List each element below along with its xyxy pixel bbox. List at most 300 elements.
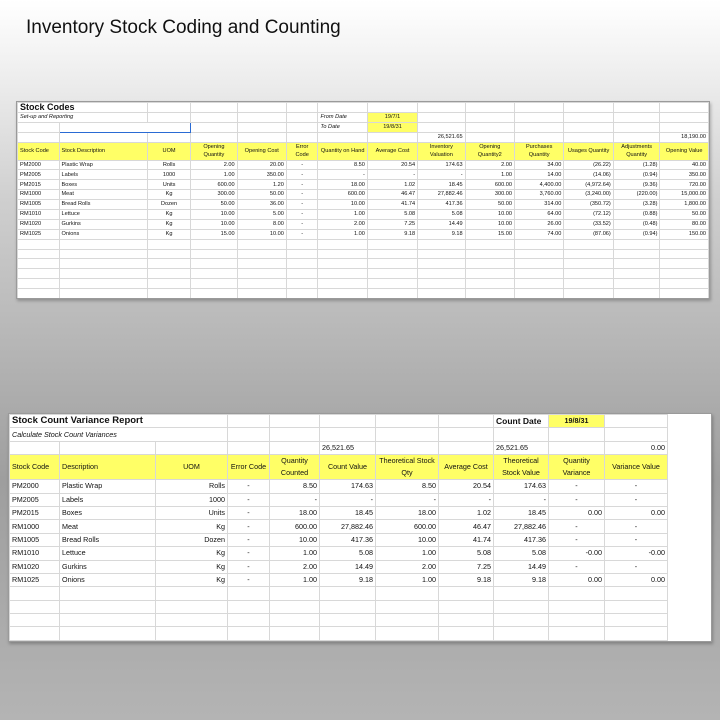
empty-cell[interactable] xyxy=(439,614,494,627)
empty-cell[interactable] xyxy=(376,587,439,600)
table-cell[interactable]: Labels xyxy=(60,493,156,506)
empty-cell[interactable] xyxy=(549,640,605,642)
table-cell[interactable]: Boxes xyxy=(59,180,147,190)
table-cell[interactable]: 8.50 xyxy=(376,480,439,493)
table-cell[interactable]: 41.74 xyxy=(439,533,494,546)
table-cell[interactable]: 74.00 xyxy=(514,229,563,239)
table-cell[interactable]: 20.54 xyxy=(367,160,417,170)
table-cell[interactable]: 0.00 xyxy=(605,573,668,586)
empty-cell[interactable] xyxy=(286,289,318,299)
empty-cell[interactable] xyxy=(465,279,514,289)
empty-cell[interactable] xyxy=(494,640,549,642)
table-cell[interactable]: (33.52) xyxy=(564,219,613,229)
empty-cell[interactable] xyxy=(156,627,228,640)
empty-cell[interactable] xyxy=(156,587,228,600)
empty-cell[interactable] xyxy=(60,587,156,600)
empty-cell[interactable] xyxy=(367,239,417,249)
empty-cell[interactable] xyxy=(191,259,237,269)
table-cell[interactable]: 350.00 xyxy=(237,170,286,180)
table-cell[interactable]: 14.49 xyxy=(494,560,549,573)
table-cell[interactable]: - xyxy=(320,493,376,506)
table-cell[interactable]: 10.00 xyxy=(318,200,367,210)
empty-cell[interactable] xyxy=(228,600,270,613)
empty-cell[interactable] xyxy=(18,249,60,259)
empty-cell[interactable] xyxy=(367,269,417,279)
table-cell[interactable]: 36.00 xyxy=(237,200,286,210)
table-cell[interactable]: 300.00 xyxy=(191,190,237,200)
table-cell[interactable]: 41.74 xyxy=(367,200,417,210)
table-cell[interactable]: 5.08 xyxy=(439,547,494,560)
table-cell[interactable]: RM1005 xyxy=(18,200,60,210)
table-cell[interactable]: 27,882.46 xyxy=(418,190,465,200)
table-cell[interactable]: 8.50 xyxy=(270,480,320,493)
table-cell[interactable]: 64.00 xyxy=(514,210,563,220)
empty-cell[interactable] xyxy=(320,614,376,627)
table-cell[interactable]: 14.49 xyxy=(418,219,465,229)
empty-cell[interactable] xyxy=(59,259,147,269)
table-cell[interactable]: Bread Rolls xyxy=(59,200,147,210)
empty-cell[interactable] xyxy=(18,259,60,269)
empty-cell[interactable] xyxy=(465,259,514,269)
table-cell[interactable]: Gurkins xyxy=(60,560,156,573)
table-cell[interactable]: 1.00 xyxy=(270,547,320,560)
empty-cell[interactable] xyxy=(318,289,367,299)
empty-cell[interactable] xyxy=(60,627,156,640)
table-cell[interactable]: 8.00 xyxy=(237,219,286,229)
table-cell[interactable]: 14.49 xyxy=(320,560,376,573)
table-cell[interactable]: 1.00 xyxy=(318,210,367,220)
table-cell[interactable]: (350.72) xyxy=(564,200,613,210)
from-date-cell[interactable]: 19/7/1 xyxy=(367,112,417,122)
empty-cell[interactable] xyxy=(494,627,549,640)
table-cell[interactable]: 150.00 xyxy=(660,229,709,239)
empty-cell[interactable] xyxy=(286,249,318,259)
table-cell[interactable]: 1.00 xyxy=(376,573,439,586)
empty-cell[interactable] xyxy=(494,600,549,613)
empty-cell[interactable] xyxy=(228,614,270,627)
empty-cell[interactable] xyxy=(59,279,147,289)
empty-cell[interactable] xyxy=(270,640,320,642)
table-cell[interactable]: Rolls xyxy=(156,480,228,493)
empty-cell[interactable] xyxy=(237,279,286,289)
table-cell[interactable]: 417.36 xyxy=(320,533,376,546)
table-cell[interactable]: RM1005 xyxy=(10,533,60,546)
empty-cell[interactable] xyxy=(660,249,709,259)
table-cell[interactable]: 80.00 xyxy=(660,219,709,229)
empty-cell[interactable] xyxy=(228,627,270,640)
table-cell[interactable]: 1.00 xyxy=(318,229,367,239)
table-cell[interactable]: 8.50 xyxy=(318,160,367,170)
empty-cell[interactable] xyxy=(418,289,465,299)
empty-cell[interactable] xyxy=(660,279,709,289)
table-cell[interactable]: 15.00 xyxy=(191,229,237,239)
table-cell[interactable]: 2.00 xyxy=(376,560,439,573)
empty-cell[interactable] xyxy=(10,627,60,640)
empty-cell[interactable] xyxy=(286,239,318,249)
table-cell[interactable]: - xyxy=(318,170,367,180)
table-cell[interactable]: 18.45 xyxy=(418,180,465,190)
table-cell[interactable]: Dozen xyxy=(156,533,228,546)
table-cell[interactable]: 5.08 xyxy=(320,547,376,560)
table-cell[interactable]: Onions xyxy=(59,229,147,239)
empty-cell[interactable] xyxy=(320,587,376,600)
count-date-cell[interactable]: 19/8/31 xyxy=(549,415,605,428)
empty-cell[interactable] xyxy=(376,627,439,640)
table-cell[interactable]: 314.00 xyxy=(514,200,563,210)
table-cell[interactable]: - xyxy=(549,480,605,493)
table-cell[interactable]: (3,240.00) xyxy=(564,190,613,200)
empty-cell[interactable] xyxy=(564,289,613,299)
table-cell[interactable]: 27,882.46 xyxy=(494,520,549,533)
empty-cell[interactable] xyxy=(147,259,190,269)
table-cell[interactable]: 600.00 xyxy=(318,190,367,200)
table-cell[interactable]: 174.63 xyxy=(418,160,465,170)
table-cell[interactable]: - xyxy=(605,480,668,493)
empty-cell[interactable] xyxy=(514,289,563,299)
table-cell[interactable]: 40.00 xyxy=(660,160,709,170)
empty-cell[interactable] xyxy=(270,600,320,613)
table-cell[interactable]: 18.00 xyxy=(318,180,367,190)
empty-cell[interactable] xyxy=(549,587,605,600)
table-cell[interactable]: 20.00 xyxy=(237,160,286,170)
empty-cell[interactable] xyxy=(514,239,563,249)
empty-cell[interactable] xyxy=(191,239,237,249)
empty-cell[interactable] xyxy=(18,289,60,299)
table-cell[interactable]: - xyxy=(367,170,417,180)
table-cell[interactable]: - xyxy=(228,520,270,533)
empty-cell[interactable] xyxy=(564,239,613,249)
empty-cell[interactable] xyxy=(270,587,320,600)
table-cell[interactable]: 1.00 xyxy=(270,573,320,586)
empty-cell[interactable] xyxy=(418,259,465,269)
empty-cell[interactable] xyxy=(660,269,709,279)
table-cell[interactable]: - xyxy=(549,520,605,533)
table-cell[interactable]: 7.25 xyxy=(367,219,417,229)
empty-cell[interactable] xyxy=(367,279,417,289)
table-cell[interactable]: 50.00 xyxy=(660,210,709,220)
table-cell[interactable]: - xyxy=(228,480,270,493)
table-cell[interactable]: PM2000 xyxy=(10,480,60,493)
table-cell[interactable]: 10.00 xyxy=(376,533,439,546)
table-cell[interactable]: RM1020 xyxy=(10,560,60,573)
table-cell[interactable]: Lettuce xyxy=(60,547,156,560)
table-cell[interactable]: 18.00 xyxy=(376,506,439,519)
table-cell[interactable]: (220.00) xyxy=(613,190,660,200)
table-cell[interactable]: 46.47 xyxy=(367,190,417,200)
empty-cell[interactable] xyxy=(564,279,613,289)
table-cell[interactable]: 15,000.00 xyxy=(660,190,709,200)
table-cell[interactable]: Kg xyxy=(156,573,228,586)
table-cell[interactable]: - xyxy=(270,493,320,506)
empty-cell[interactable] xyxy=(613,279,660,289)
table-cell[interactable]: 9.18 xyxy=(320,573,376,586)
empty-cell[interactable] xyxy=(613,259,660,269)
empty-cell[interactable] xyxy=(465,269,514,279)
table-cell[interactable]: (72.12) xyxy=(564,210,613,220)
empty-cell[interactable] xyxy=(376,640,439,642)
table-cell[interactable]: Rolls xyxy=(147,160,190,170)
table-cell[interactable]: Boxes xyxy=(60,506,156,519)
table-cell[interactable]: PM2015 xyxy=(10,506,60,519)
table-cell[interactable]: 10.00 xyxy=(270,533,320,546)
table-cell[interactable]: 26.00 xyxy=(514,219,563,229)
empty-cell[interactable] xyxy=(10,614,60,627)
table-cell[interactable]: - xyxy=(228,533,270,546)
empty-cell[interactable] xyxy=(514,249,563,259)
table-cell[interactable]: 27,882.46 xyxy=(320,520,376,533)
empty-cell[interactable] xyxy=(367,289,417,299)
table-cell[interactable]: (87.06) xyxy=(564,229,613,239)
table-cell[interactable]: -0.00 xyxy=(605,547,668,560)
empty-cell[interactable] xyxy=(320,640,376,642)
empty-cell[interactable] xyxy=(367,249,417,259)
empty-cell[interactable] xyxy=(156,600,228,613)
empty-cell[interactable] xyxy=(605,587,668,600)
table-cell[interactable]: 20.54 xyxy=(439,480,494,493)
to-date-cell[interactable]: 19/8/31 xyxy=(367,122,417,132)
table-cell[interactable]: 9.18 xyxy=(367,229,417,239)
table-cell[interactable]: 5.08 xyxy=(494,547,549,560)
table-cell[interactable]: 1.00 xyxy=(191,170,237,180)
table-cell[interactable]: Kg xyxy=(147,210,190,220)
table-cell[interactable]: 417.36 xyxy=(494,533,549,546)
table-cell[interactable]: 1000 xyxy=(147,170,190,180)
empty-cell[interactable] xyxy=(18,269,60,279)
empty-cell[interactable] xyxy=(228,640,270,642)
empty-cell[interactable] xyxy=(660,259,709,269)
empty-cell[interactable] xyxy=(59,239,147,249)
table-cell[interactable]: 15.00 xyxy=(465,229,514,239)
empty-cell[interactable] xyxy=(605,600,668,613)
empty-cell[interactable] xyxy=(613,269,660,279)
empty-cell[interactable] xyxy=(564,259,613,269)
table-cell[interactable]: - xyxy=(418,170,465,180)
table-cell[interactable]: Bread Rolls xyxy=(60,533,156,546)
table-cell[interactable]: - xyxy=(228,506,270,519)
empty-cell[interactable] xyxy=(59,269,147,279)
table-cell[interactable]: - xyxy=(286,180,318,190)
table-cell[interactable]: Labels xyxy=(59,170,147,180)
empty-cell[interactable] xyxy=(191,279,237,289)
table-cell[interactable]: 0.00 xyxy=(549,506,605,519)
empty-cell[interactable] xyxy=(613,249,660,259)
table-cell[interactable]: Meat xyxy=(59,190,147,200)
empty-cell[interactable] xyxy=(10,587,60,600)
empty-cell[interactable] xyxy=(237,289,286,299)
empty-cell[interactable] xyxy=(286,259,318,269)
table-cell[interactable]: 34.00 xyxy=(514,160,563,170)
table-cell[interactable]: RM1025 xyxy=(18,229,60,239)
empty-cell[interactable] xyxy=(286,269,318,279)
table-cell[interactable]: 14.00 xyxy=(514,170,563,180)
table-cell[interactable]: Kg xyxy=(156,547,228,560)
table-cell[interactable]: PM2015 xyxy=(18,180,60,190)
table-cell[interactable]: - xyxy=(228,560,270,573)
empty-cell[interactable] xyxy=(318,259,367,269)
table-cell[interactable]: Meat xyxy=(60,520,156,533)
table-cell[interactable]: 1.02 xyxy=(367,180,417,190)
empty-cell[interactable] xyxy=(59,289,147,299)
table-cell[interactable]: Plastic Wrap xyxy=(60,480,156,493)
empty-cell[interactable] xyxy=(10,600,60,613)
empty-cell[interactable] xyxy=(549,627,605,640)
table-cell[interactable]: (4,972.64) xyxy=(564,180,613,190)
table-cell[interactable]: - xyxy=(286,170,318,180)
empty-cell[interactable] xyxy=(564,269,613,279)
table-cell[interactable]: 1.02 xyxy=(439,506,494,519)
empty-cell[interactable] xyxy=(376,614,439,627)
empty-cell[interactable] xyxy=(147,249,190,259)
table-cell[interactable]: 720.00 xyxy=(660,180,709,190)
table-cell[interactable]: 417.36 xyxy=(418,200,465,210)
table-cell[interactable]: - xyxy=(605,520,668,533)
table-cell[interactable]: Kg xyxy=(147,219,190,229)
empty-cell[interactable] xyxy=(605,640,668,642)
empty-cell[interactable] xyxy=(237,269,286,279)
empty-cell[interactable] xyxy=(147,289,190,299)
table-cell[interactable]: Gurkins xyxy=(59,219,147,229)
table-cell[interactable]: 0.00 xyxy=(605,506,668,519)
empty-cell[interactable] xyxy=(237,259,286,269)
table-cell[interactable]: RM1020 xyxy=(18,219,60,229)
empty-cell[interactable] xyxy=(439,627,494,640)
empty-cell[interactable] xyxy=(237,249,286,259)
table-cell[interactable]: 18.45 xyxy=(494,506,549,519)
table-cell[interactable]: - xyxy=(605,493,668,506)
table-cell[interactable]: (0.48) xyxy=(613,219,660,229)
table-cell[interactable]: - xyxy=(605,533,668,546)
empty-cell[interactable] xyxy=(270,627,320,640)
table-cell[interactable]: 2.00 xyxy=(191,160,237,170)
empty-cell[interactable] xyxy=(549,600,605,613)
empty-cell[interactable] xyxy=(494,614,549,627)
empty-cell[interactable] xyxy=(318,239,367,249)
table-cell[interactable]: - xyxy=(228,547,270,560)
empty-cell[interactable] xyxy=(147,269,190,279)
table-cell[interactable]: 10.00 xyxy=(465,219,514,229)
table-cell[interactable]: 3,760.00 xyxy=(514,190,563,200)
table-cell[interactable]: - xyxy=(549,560,605,573)
table-cell[interactable]: 350.00 xyxy=(660,170,709,180)
empty-cell[interactable] xyxy=(439,640,494,642)
empty-cell[interactable] xyxy=(418,279,465,289)
empty-cell[interactable] xyxy=(613,289,660,299)
table-cell[interactable]: - xyxy=(228,493,270,506)
table-cell[interactable]: - xyxy=(549,533,605,546)
table-cell[interactable]: Lettuce xyxy=(59,210,147,220)
table-cell[interactable]: 300.00 xyxy=(465,190,514,200)
table-cell[interactable]: 174.63 xyxy=(320,480,376,493)
table-cell[interactable]: - xyxy=(439,493,494,506)
empty-cell[interactable] xyxy=(237,239,286,249)
empty-cell[interactable] xyxy=(376,600,439,613)
table-cell[interactable]: (1.28) xyxy=(613,160,660,170)
table-cell[interactable]: 9.18 xyxy=(418,229,465,239)
table-cell[interactable]: 9.18 xyxy=(494,573,549,586)
empty-cell[interactable] xyxy=(156,614,228,627)
empty-cell[interactable] xyxy=(147,279,190,289)
table-cell[interactable]: - xyxy=(286,219,318,229)
empty-cell[interactable] xyxy=(439,600,494,613)
empty-cell[interactable] xyxy=(465,289,514,299)
table-cell[interactable]: PM2005 xyxy=(10,493,60,506)
table-cell[interactable]: - xyxy=(286,200,318,210)
table-cell[interactable]: Kg xyxy=(147,190,190,200)
empty-cell[interactable] xyxy=(318,269,367,279)
table-cell[interactable]: Units xyxy=(147,180,190,190)
table-cell[interactable]: RM1010 xyxy=(18,210,60,220)
empty-cell[interactable] xyxy=(494,587,549,600)
table-cell[interactable]: 1.00 xyxy=(465,170,514,180)
empty-cell[interactable] xyxy=(318,279,367,289)
empty-cell[interactable] xyxy=(10,640,60,642)
table-cell[interactable]: RM1025 xyxy=(10,573,60,586)
table-cell[interactable]: 10.00 xyxy=(191,219,237,229)
table-cell[interactable]: Kg xyxy=(156,560,228,573)
empty-cell[interactable] xyxy=(660,289,709,299)
table-cell[interactable]: 10.00 xyxy=(191,210,237,220)
empty-cell[interactable] xyxy=(320,627,376,640)
table-cell[interactable]: 5.08 xyxy=(418,210,465,220)
table-cell[interactable]: 10.00 xyxy=(465,210,514,220)
table-cell[interactable]: 9.18 xyxy=(439,573,494,586)
empty-cell[interactable] xyxy=(418,269,465,279)
table-cell[interactable]: (0.88) xyxy=(613,210,660,220)
empty-cell[interactable] xyxy=(228,587,270,600)
table-cell[interactable]: - xyxy=(494,493,549,506)
table-cell[interactable]: 2.00 xyxy=(318,219,367,229)
table-cell[interactable]: 600.00 xyxy=(270,520,320,533)
table-cell[interactable]: 50.00 xyxy=(237,190,286,200)
table-cell[interactable]: - xyxy=(605,560,668,573)
table-cell[interactable]: 2.00 xyxy=(465,160,514,170)
table-cell[interactable]: 0.00 xyxy=(549,573,605,586)
table-cell[interactable]: 10.00 xyxy=(237,229,286,239)
table-cell[interactable]: 46.47 xyxy=(439,520,494,533)
table-cell[interactable]: PM2000 xyxy=(18,160,60,170)
table-cell[interactable]: -0.00 xyxy=(549,547,605,560)
table-cell[interactable]: 1.20 xyxy=(237,180,286,190)
table-cell[interactable]: 5.00 xyxy=(237,210,286,220)
table-cell[interactable]: (0.94) xyxy=(613,170,660,180)
empty-cell[interactable] xyxy=(367,259,417,269)
empty-cell[interactable] xyxy=(418,239,465,249)
empty-cell[interactable] xyxy=(270,614,320,627)
empty-cell[interactable] xyxy=(286,279,318,289)
table-cell[interactable]: 50.00 xyxy=(465,200,514,210)
empty-cell[interactable] xyxy=(549,614,605,627)
empty-cell[interactable] xyxy=(418,249,465,259)
table-cell[interactable]: RM1000 xyxy=(10,520,60,533)
table-cell[interactable]: Dozen xyxy=(147,200,190,210)
table-cell[interactable]: 1.00 xyxy=(376,547,439,560)
table-cell[interactable]: - xyxy=(286,190,318,200)
table-cell[interactable]: 600.00 xyxy=(465,180,514,190)
table-cell[interactable]: Onions xyxy=(60,573,156,586)
table-cell[interactable]: - xyxy=(549,493,605,506)
table-cell[interactable]: 7.25 xyxy=(439,560,494,573)
table-cell[interactable]: - xyxy=(376,493,439,506)
empty-cell[interactable] xyxy=(514,269,563,279)
empty-cell[interactable] xyxy=(60,600,156,613)
table-cell[interactable]: - xyxy=(228,573,270,586)
table-cell[interactable]: 1,800.00 xyxy=(660,200,709,210)
empty-cell[interactable] xyxy=(147,239,190,249)
empty-cell[interactable] xyxy=(60,614,156,627)
empty-cell[interactable] xyxy=(18,239,60,249)
table-cell[interactable]: - xyxy=(286,210,318,220)
table-cell[interactable]: 600.00 xyxy=(376,520,439,533)
